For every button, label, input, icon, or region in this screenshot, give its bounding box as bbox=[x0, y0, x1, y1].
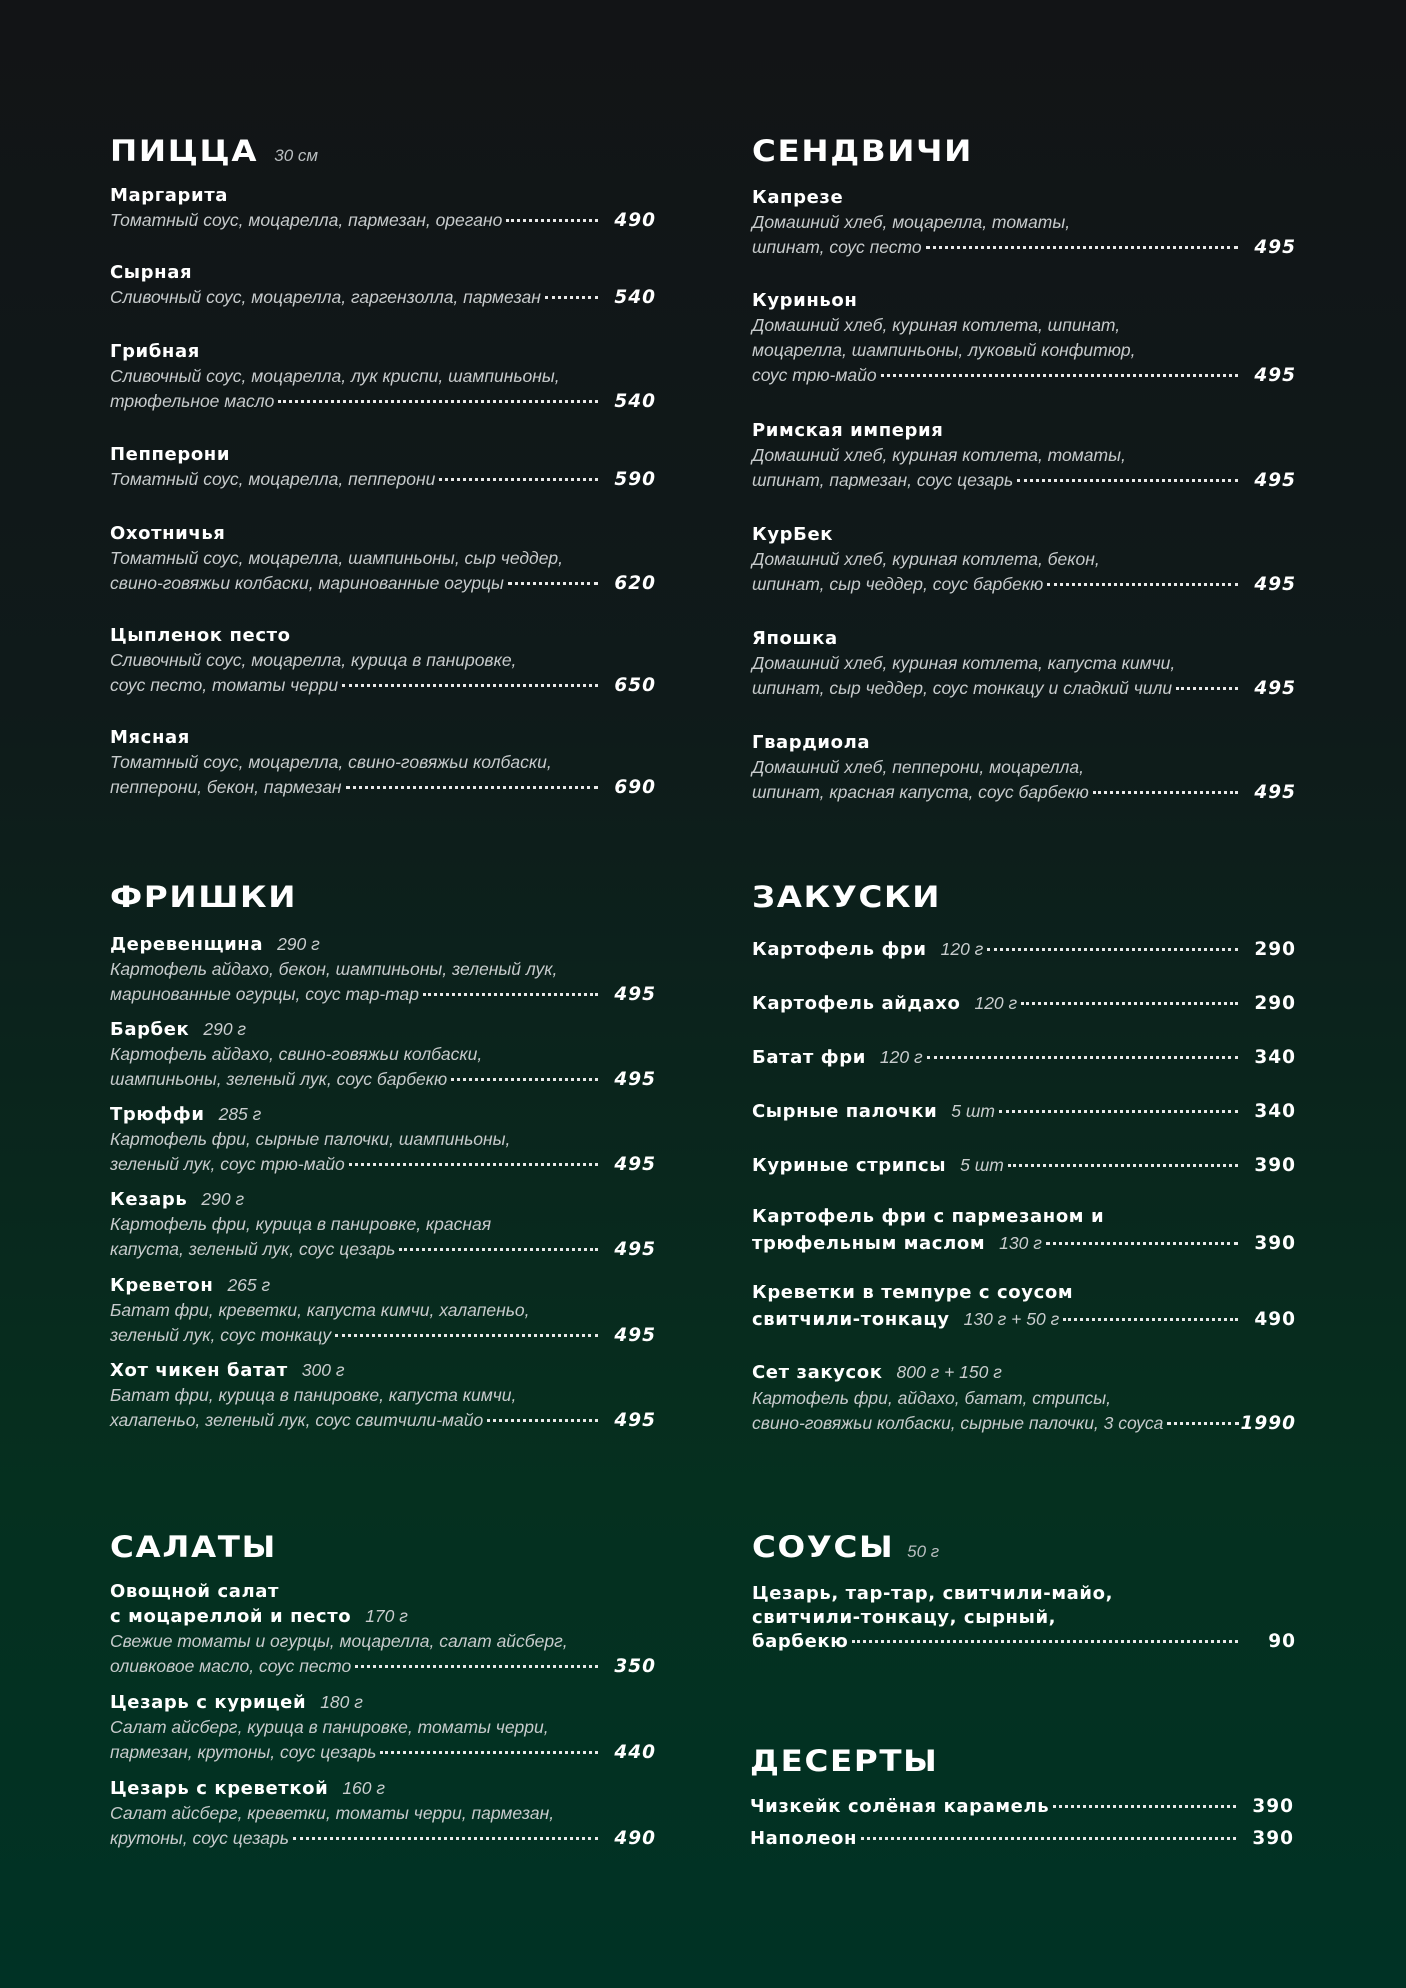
item-desc-line: Картофель фри, сырные палочки, шампиньоны, bbox=[110, 1129, 511, 1149]
item-name: Капрезе bbox=[752, 187, 844, 208]
item-desc-line: зеленый лук, соус трю-майо bbox=[110, 1154, 345, 1174]
item-weight: 180 г bbox=[320, 1692, 363, 1712]
dot-leader bbox=[1017, 479, 1238, 482]
menu-item bbox=[752, 990, 1296, 1017]
item-price: 390 bbox=[1252, 1828, 1294, 1849]
item-name: свитчили-тонкацу bbox=[752, 1309, 950, 1330]
item-price: 495 bbox=[1254, 365, 1296, 386]
item-name: Чизкейк солёная карамель bbox=[750, 1796, 1050, 1817]
item-name: Деревенщина bbox=[110, 934, 264, 955]
item-weight: 285 г bbox=[218, 1104, 262, 1124]
item-name: с моцареллой и песто bbox=[110, 1606, 352, 1627]
dot-leader bbox=[545, 296, 598, 299]
item-price: 495 bbox=[1254, 237, 1296, 258]
item-name: Трюффи bbox=[110, 1104, 205, 1125]
dot-leader bbox=[423, 993, 598, 996]
item-desc-line: Домашний хлеб, куриная котлета, капуста кимчи, bbox=[752, 653, 1176, 673]
menu-item bbox=[110, 624, 656, 698]
menu-item bbox=[110, 1690, 656, 1765]
dot-leader bbox=[852, 1640, 1238, 1643]
item-desc-line: шпинат, сыр чеддер, соус барбекю bbox=[752, 574, 1044, 594]
item-name: Кезарь bbox=[110, 1189, 188, 1210]
dot-leader bbox=[399, 1248, 598, 1251]
item-weight: 290 г bbox=[277, 934, 320, 954]
item-desc-line: крутоны, соус цезарь bbox=[110, 1828, 289, 1848]
menu-item bbox=[110, 443, 656, 492]
item-desc-line: Томатный соус, моцарелла, пармезан, орегано bbox=[110, 210, 503, 230]
pizza-title: ПИЦЦА bbox=[110, 134, 259, 168]
menu-item bbox=[750, 1794, 1294, 1820]
item-desc-line: Домашний хлеб, куриная котлета, шпинат, bbox=[752, 315, 1121, 335]
fries-section bbox=[110, 880, 656, 1431]
sandwiches-section bbox=[752, 134, 1296, 803]
desserts-section bbox=[750, 1744, 1294, 1849]
item-price: 495 bbox=[614, 984, 656, 1005]
dot-leader bbox=[355, 1665, 598, 1668]
item-price: 490 bbox=[614, 1828, 656, 1849]
item-weight: 290 г bbox=[203, 1019, 247, 1039]
item-desc-line: Сливочный соус, моцарелла, лук криспи, шампиньоны, bbox=[110, 366, 560, 386]
pizza-section bbox=[110, 134, 656, 798]
item-desc-line: Сливочный соус, моцарелла, гаргензолла, пармезан bbox=[110, 287, 541, 307]
menu-item bbox=[110, 1358, 656, 1433]
item-name: Цезарь с креветкой bbox=[110, 1778, 329, 1799]
item-desc-line: Томатный соус, моцарелла, шампиньоны, сыр чеддер, bbox=[110, 548, 564, 568]
item-name: Римская империя bbox=[752, 420, 944, 441]
menu-item bbox=[110, 1187, 656, 1262]
item-price: 1990 bbox=[1240, 1413, 1296, 1434]
item-desc-line: соус трю-майо bbox=[752, 365, 877, 385]
item-price: 495 bbox=[614, 1069, 656, 1090]
item-name: Куриньон bbox=[752, 290, 858, 311]
item-desc-line: Домашний хлеб, куриная котлета, томаты, bbox=[752, 445, 1126, 465]
dot-leader bbox=[1008, 1164, 1238, 1167]
item-name: Куриные стрипсы bbox=[752, 1155, 947, 1176]
item-price: 540 bbox=[614, 391, 656, 412]
item-desc-line: Домашний хлеб, пепперони, моцарелла, bbox=[752, 757, 1084, 777]
item-price: 620 bbox=[614, 573, 656, 594]
item-name: Картофель фри с пармезаном и bbox=[752, 1206, 1105, 1227]
item-price: 390 bbox=[1254, 1233, 1296, 1254]
item-name: свитчили-тонкацу, сырный, bbox=[752, 1607, 1057, 1628]
menu-item bbox=[110, 1102, 656, 1177]
item-price: 495 bbox=[1254, 574, 1296, 595]
item-weight: 160 г bbox=[342, 1778, 386, 1798]
dot-leader bbox=[926, 246, 1238, 249]
item-name: Наполеон bbox=[750, 1828, 858, 1849]
item-desc-line: Сливочный соус, моцарелла, курица в панировке, bbox=[110, 650, 517, 670]
item-weight: 120 г bbox=[974, 993, 1018, 1013]
item-desc-line: Картофель фри, курица в панировке, красная bbox=[110, 1214, 492, 1234]
dot-leader bbox=[487, 1419, 598, 1422]
dot-leader bbox=[342, 684, 598, 687]
sauces-size-note: 50 г bbox=[907, 1542, 940, 1561]
item-price: 390 bbox=[1252, 1796, 1294, 1817]
item-name: Сет закусок bbox=[752, 1362, 883, 1383]
dot-leader bbox=[278, 400, 598, 403]
item-name: Гвардиола bbox=[752, 732, 871, 753]
salads-section bbox=[110, 1530, 656, 1849]
item-price: 495 bbox=[614, 1154, 656, 1175]
item-desc-line: моцарелла, шампиньоны, луковый конфитюр, bbox=[752, 340, 1136, 360]
item-price: 495 bbox=[1254, 678, 1296, 699]
dot-leader bbox=[451, 1078, 598, 1081]
item-name: барбекю bbox=[752, 1631, 849, 1652]
item-name: Япошка bbox=[752, 628, 838, 649]
menu-item bbox=[752, 1098, 1296, 1125]
item-price: 340 bbox=[1254, 1101, 1296, 1122]
sauces-section bbox=[752, 1530, 1296, 1652]
item-desc-line: свино-говяжьи колбаски, маринованные огурцы bbox=[110, 573, 504, 593]
item-price: 290 bbox=[1254, 993, 1296, 1014]
dot-leader bbox=[293, 1837, 598, 1840]
item-desc-line: шпинат, пармезан, соус цезарь bbox=[752, 470, 1014, 490]
item-price: 340 bbox=[1254, 1047, 1296, 1068]
item-price: 540 bbox=[614, 287, 656, 308]
item-price: 650 bbox=[614, 675, 656, 696]
item-desc-line: Салат айсберг, курица в панировке, томаты черри, bbox=[110, 1717, 549, 1737]
dot-leader bbox=[335, 1334, 598, 1337]
item-desc-line: свино-говяжьи колбаски, сырные палочки, 3 соуса bbox=[752, 1413, 1164, 1433]
item-name: Креветки в темпуре с соусом bbox=[752, 1282, 1074, 1303]
item-price: 440 bbox=[614, 1742, 656, 1763]
dot-leader bbox=[1047, 583, 1238, 586]
item-price: 495 bbox=[1254, 470, 1296, 491]
item-weight: 265 г bbox=[227, 1275, 271, 1295]
item-desc-line: капуста, зеленый лук, соус цезарь bbox=[110, 1239, 396, 1259]
item-name: Барбек bbox=[110, 1019, 190, 1040]
item-desc-line: Томатный соус, моцарелла, пепперони bbox=[110, 469, 436, 489]
dot-leader bbox=[380, 1751, 598, 1754]
item-weight: 5 шт bbox=[960, 1155, 1004, 1175]
menu-item bbox=[752, 1280, 1296, 1333]
menu-item bbox=[752, 523, 1296, 597]
item-weight: 300 г bbox=[301, 1360, 345, 1380]
item-desc-line: шпинат, сыр чеддер, соус тонкацу и сладкий чили bbox=[752, 678, 1173, 698]
item-price: 350 bbox=[614, 1656, 656, 1677]
item-weight: 120 г bbox=[940, 939, 984, 959]
item-weight: 130 г + 50 г bbox=[963, 1309, 1060, 1329]
dot-leader bbox=[1093, 791, 1238, 794]
dot-leader bbox=[349, 1163, 598, 1166]
dot-leader bbox=[927, 1056, 1238, 1059]
item-desc-line: Картофель айдахо, бекон, шампиньоны, зеленый лук, bbox=[110, 959, 558, 979]
item-desc-line: оливковое масло, соус песто bbox=[110, 1656, 352, 1676]
salads-title: САЛАТЫ bbox=[110, 1530, 277, 1564]
item-price: 290 bbox=[1254, 939, 1296, 960]
menu-item bbox=[752, 1582, 1296, 1654]
menu-item bbox=[750, 1826, 1294, 1852]
menu-item bbox=[752, 1359, 1296, 1436]
item-desc-line: пармезан, крутоны, соус цезарь bbox=[110, 1742, 377, 1762]
item-desc-line: Картофель айдахо, свино-говяжьи колбаски, bbox=[110, 1044, 483, 1064]
menu-item bbox=[110, 1580, 656, 1679]
menu-item bbox=[752, 731, 1296, 805]
item-name: Охотничья bbox=[110, 523, 226, 544]
item-desc-line: шампиньоны, зеленый лук, соус барбекю bbox=[110, 1069, 448, 1089]
dot-leader bbox=[1021, 1002, 1238, 1005]
menu-item bbox=[110, 1017, 656, 1092]
item-name: Цезарь, тар-тар, свитчили-майо, bbox=[752, 1583, 1114, 1604]
item-desc-line: Салат айсберг, креветки, томаты черри, пармезан, bbox=[110, 1803, 555, 1823]
item-price: 390 bbox=[1254, 1155, 1296, 1176]
item-price: 690 bbox=[614, 777, 656, 798]
item-name: Цыпленок песто bbox=[110, 625, 291, 646]
sauces-title: СОУСЫ bbox=[752, 1530, 895, 1564]
menu-item bbox=[752, 186, 1296, 260]
item-name: Мясная bbox=[110, 727, 190, 748]
fries-title: ФРИШКИ bbox=[110, 880, 298, 914]
item-price: 490 bbox=[614, 210, 656, 231]
menu-item bbox=[752, 936, 1296, 963]
item-weight: 290 г bbox=[201, 1189, 245, 1209]
item-desc-line: маринованные огурцы, соус тар-тар bbox=[110, 984, 420, 1004]
item-name: Грибная bbox=[110, 341, 200, 362]
menu-item bbox=[752, 627, 1296, 701]
dot-leader bbox=[999, 1110, 1238, 1113]
sandwiches-title: СЕНДВИЧИ bbox=[752, 134, 973, 168]
snacks-section bbox=[752, 880, 1296, 1434]
menu-item bbox=[110, 261, 656, 310]
item-desc-line: трюфельное масло bbox=[110, 391, 275, 411]
item-weight: 170 г bbox=[365, 1606, 408, 1626]
item-weight: 5 шт bbox=[951, 1101, 995, 1121]
item-name: Пепперони bbox=[110, 444, 231, 465]
item-price: 90 bbox=[1268, 1631, 1296, 1652]
item-name: Хот чикен батат bbox=[110, 1360, 288, 1381]
item-desc-line: соус песто, томаты черри bbox=[110, 675, 339, 695]
dot-leader bbox=[1167, 1422, 1238, 1425]
menu-item bbox=[110, 1776, 656, 1851]
menu-item bbox=[110, 726, 656, 800]
item-price: 495 bbox=[614, 1239, 656, 1260]
menu-item bbox=[752, 1204, 1296, 1257]
item-desc-line: зеленый лук, соус тонкацу bbox=[110, 1325, 332, 1345]
item-desc-line: Свежие томаты и огурцы, моцарелла, салат айсберг, bbox=[110, 1631, 568, 1651]
menu-item bbox=[752, 1152, 1296, 1179]
dot-leader bbox=[439, 478, 598, 481]
menu-item bbox=[752, 289, 1296, 388]
dot-leader bbox=[346, 786, 598, 789]
dot-leader bbox=[987, 948, 1238, 951]
item-price: 590 bbox=[614, 469, 656, 490]
dot-leader bbox=[861, 1837, 1236, 1840]
menu-item bbox=[110, 522, 656, 596]
item-weight: 130 г bbox=[999, 1233, 1042, 1253]
item-name: Картофель фри bbox=[752, 939, 927, 960]
menu-item bbox=[110, 340, 656, 414]
item-price: 490 bbox=[1254, 1309, 1296, 1330]
item-price: 495 bbox=[1254, 782, 1296, 803]
item-desc-line: Батат фри, курица в панировке, капуста кимчи, bbox=[110, 1385, 517, 1405]
item-desc-line: шпинат, соус песто bbox=[752, 237, 922, 257]
item-price: 495 bbox=[614, 1325, 656, 1346]
menu-item bbox=[110, 1273, 656, 1348]
item-name: Сырные палочки bbox=[752, 1101, 938, 1122]
item-name: Креветон bbox=[110, 1275, 214, 1296]
item-desc-line: Батат фри, креветки, капуста кимчи, халапеньо, bbox=[110, 1300, 530, 1320]
dot-leader bbox=[1063, 1318, 1238, 1321]
item-name: Сырная bbox=[110, 262, 193, 283]
menu-item bbox=[752, 1044, 1296, 1071]
item-name: трюфельным маслом bbox=[752, 1233, 986, 1254]
item-desc-line: Домашний хлеб, моцарелла, томаты, bbox=[752, 212, 1071, 232]
item-desc-line: Картофель фри, айдахо, батат, стрипсы, bbox=[752, 1388, 1111, 1408]
dot-leader bbox=[881, 374, 1238, 377]
menu-item bbox=[752, 419, 1296, 493]
item-desc-line: халапеньо, зеленый лук, соус свитчили-майо bbox=[110, 1410, 484, 1430]
item-name: Картофель айдахо bbox=[752, 993, 961, 1014]
item-desc-line: Домашний хлеб, куриная котлета, бекон, bbox=[752, 549, 1100, 569]
item-weight: 800 г + 150 г bbox=[896, 1362, 1002, 1382]
dot-leader bbox=[506, 219, 598, 222]
dot-leader bbox=[1176, 687, 1238, 690]
item-price: 495 bbox=[614, 1410, 656, 1431]
desserts-title: ДЕСЕРТЫ bbox=[750, 1744, 939, 1778]
dot-leader bbox=[1046, 1242, 1238, 1245]
item-name: Батат фри bbox=[752, 1047, 866, 1068]
item-desc-line: пепперони, бекон, пармезан bbox=[110, 777, 342, 797]
item-name: Овощной салат bbox=[110, 1581, 280, 1602]
item-name: Цезарь с курицей bbox=[110, 1692, 307, 1713]
item-weight: 120 г bbox=[879, 1047, 923, 1067]
snacks-title: ЗАКУСКИ bbox=[752, 880, 942, 914]
item-desc-line: Томатный соус, моцарелла, свино-говяжьи колбаски, bbox=[110, 752, 552, 772]
dot-leader bbox=[508, 582, 598, 585]
pizza-size-note: 30 см bbox=[274, 146, 319, 165]
dot-leader bbox=[1053, 1805, 1236, 1808]
item-desc-line: шпинат, красная капуста, соус барбекю bbox=[752, 782, 1089, 802]
menu-item bbox=[110, 184, 656, 233]
item-name: КурБек bbox=[752, 524, 834, 545]
item-name: Маргарита bbox=[110, 185, 228, 206]
menu-item bbox=[110, 932, 656, 1007]
